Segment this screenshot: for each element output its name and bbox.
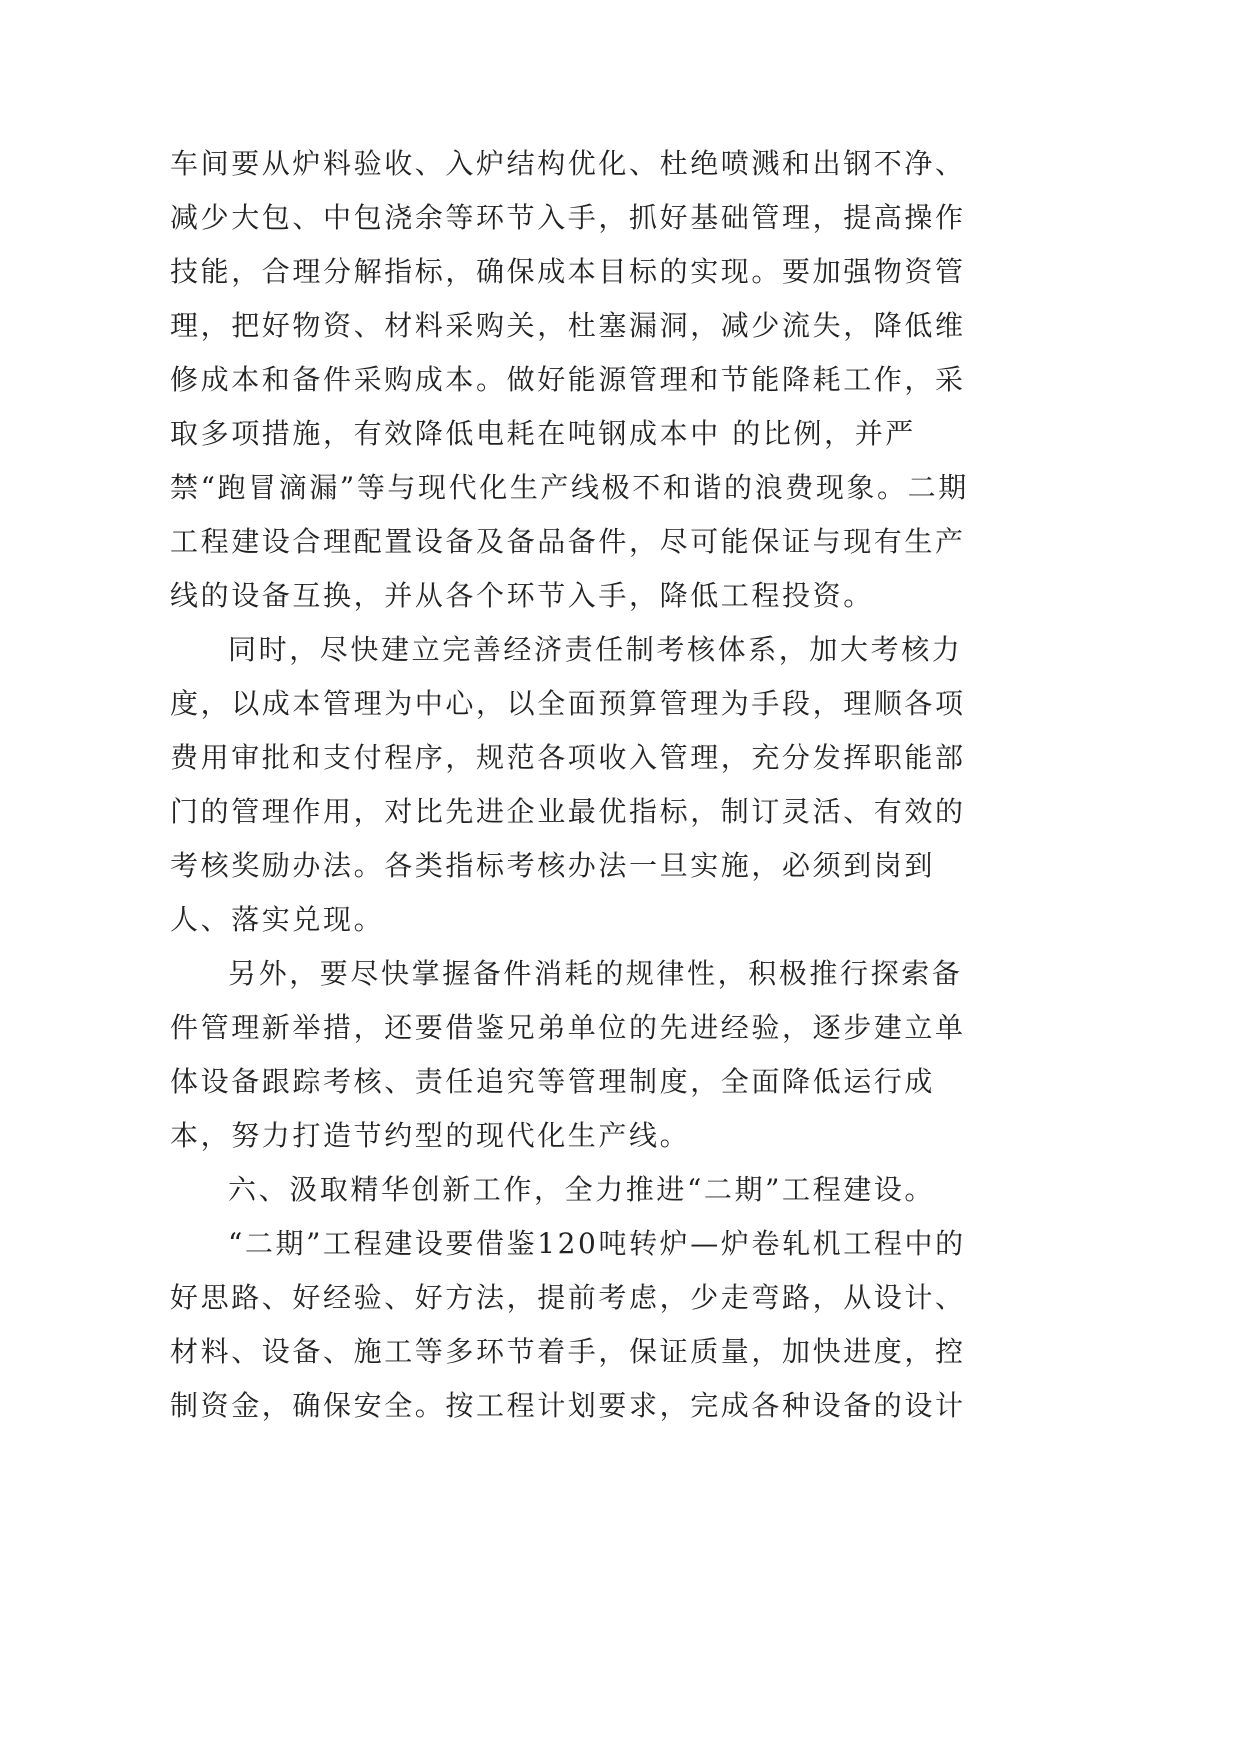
section-heading-phase-two: 六、汲取精华创新工作，全力推进“二期”工程建设。 (228, 1173, 936, 1206)
document-body (170, 137, 970, 1433)
paragraph-phase-two-construction: “二期”工程建设要借鉴120吨转炉—炉卷轧机工程中的好思路、好经验、好方法，提前考虑，少走弯路，从设计、材料、设备、施工等多环节着手，保证质量，加快进度，控制资金，确保安全。按工程计划要求，完成各种设备的设计 (170, 1227, 966, 1422)
paragraph-spare-parts: 另外，要尽快掌握备件消耗的规律性，积极推行探索备件管理新举措，还要借鉴兄弟单位的先进经验，逐步建立单体设备跟踪考核、责任追究等管理制度，全面降低运行成本，努力打造节约型的现代化生产线。 (170, 957, 966, 1152)
paragraph-assessment-system: 同时，尽快建立完善经济责任制考核体系，加大考核力度，以成本管理为中心，以全面预算管理为手段，理顺各项费用审批和支付程序，规范各项收入管理，充分发挥职能部门的管理作用，对比先进企业最优指标，制订灵活、有效的考核奖励办法。各类指标考核办法一旦实施，必须到岗到人、落实兑现。 (170, 633, 966, 936)
paragraph-cost-control: 车间要从炉料验收、入炉结构优化、杜绝喷溅和出钢不净、减少大包、中包浇余等环节入手，抓好基础管理，提高操作技能，合理分解指标，确保成本目标的实现。要加强物资管理，把好物资、材料采购关，杜塞漏洞，减少流失，降低维修成本和备件采购成本。做好能源管理和节能降耗工作，采取多项措施，有效降低电耗在吨钢成本中 的比例，并严禁“跑冒滴漏”等与现代化生产线极不和谐的浪费现象。二期工程建设合理配置设备及备品备件，尽可能保证与现有生产线的设备互换，并从各个环节入手，降低工程投资。 (170, 147, 969, 612)
